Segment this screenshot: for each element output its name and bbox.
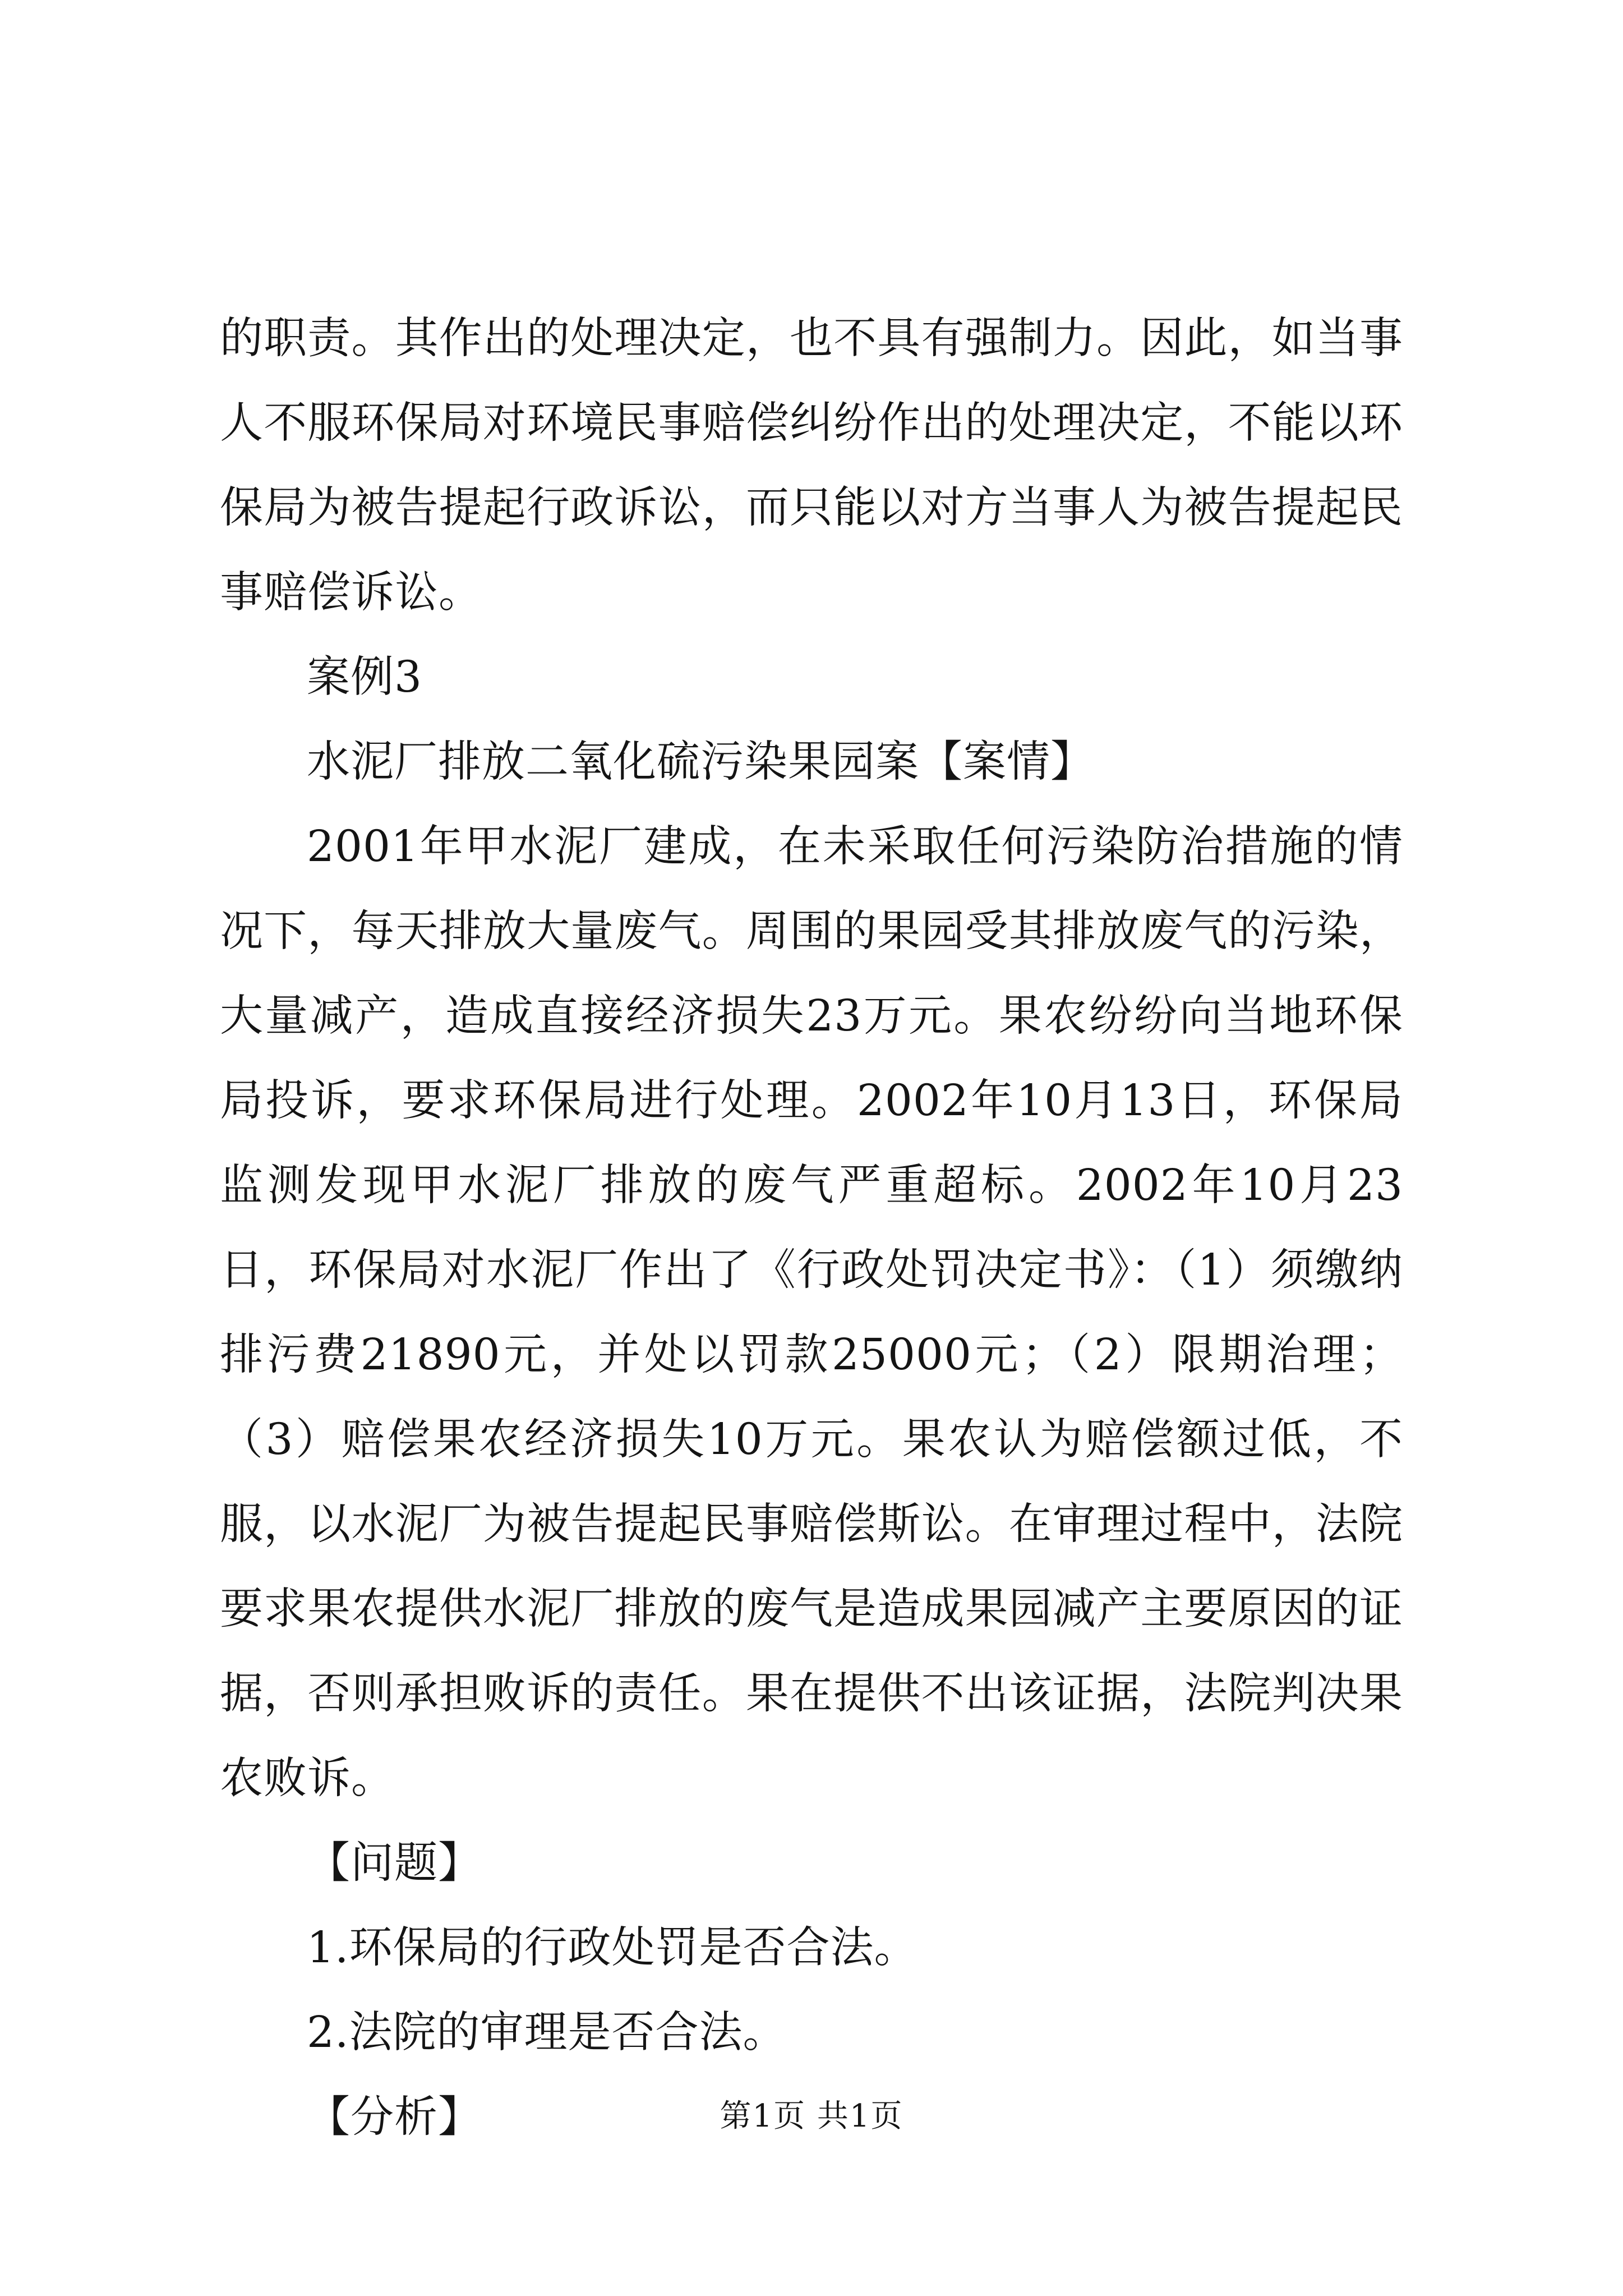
analysis-heading: 【分析】 (307, 2092, 482, 2142)
page-number-footer: 第1页 共1页 (720, 2098, 903, 2134)
case-heading: 案例3 (307, 652, 422, 702)
case-facts-paragraph: 2001年甲水泥厂建成，在未采取任何污染防治措施的情况下，每天排放大量废气。周围的果园受其排放废气的污染，大量减产，造成直接经济损失23万元。果农纷纷向当地环保局投诉，要求环保局进行处理。2002年10月13日，环保局监测发现甲水泥厂排放的废气严重超标。2002年10月23日，环保局对水泥厂作出了《行政处罚决定书》：（1）须缴纳排污费21890元，并处以罚款25000元；（2）限期治理；（3）赔偿果农经济损失10万元。果农认为赔偿额过低，不服，以水泥厂为被告提起民事赔偿斯讼。在审理过程中，法院要求果农提供水泥厂排放的废气是造成果园减产主要原因的证据，否则承担败诉的责任。果在提供不出该证据，法院判决果农败诉。 (220, 822, 1403, 1803)
document-body (220, 296, 1403, 2160)
paragraph-continuation: 的职责。其作出的处理决定，也不具有强制力。因此，如当事人不服环保局对环境民事赔偿纠纷作出的处理决定，不能以环保局为被告提起行政诉讼，而只能以对方当事人为被告提起民事赔偿诉讼。 (220, 314, 1403, 618)
question-item-1: 1.环保局的行政处罚是否合法。 (307, 1923, 918, 1973)
questions-heading: 【问题】 (307, 1838, 482, 1888)
case-title: 水泥厂排放二氧化硫污染果园案【案情】 (307, 737, 1094, 787)
question-item-2: 2.法院的审理是否合法。 (307, 2008, 787, 2058)
